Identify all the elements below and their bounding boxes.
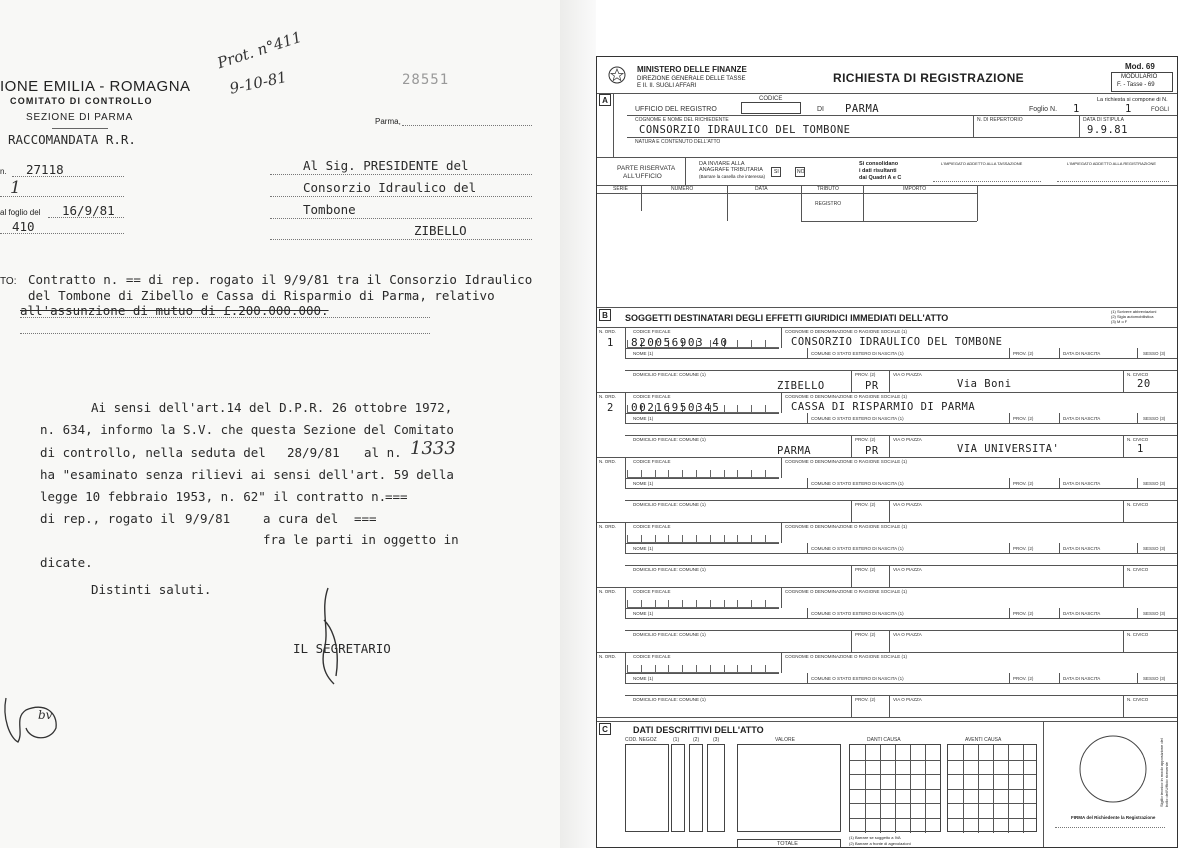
body-line-1: Ai sensi dell'art.14 del D.P.R. 26 ottobre 1972, xyxy=(91,400,453,415)
note-2: (2) Sigla automobilistica xyxy=(1111,314,1154,319)
codice-fiscale-cells[interactable] xyxy=(627,665,779,673)
subject-name: CASSA DI RISPARMIO DI PARMA xyxy=(791,401,976,413)
foot-note-2: (2) Barrare a fronte di agevolazioni xyxy=(849,841,911,846)
subject-row: N. ORD. CODICE FISCALE COGNOME O DENOMINAZIONE O RAGIONE SOCIALE (1) NOME (1) COMUNE O STATO ESTERO DI NASCITA (1) PROV. (2) DATA DI NASCITA SESSO (3) DOMICILIO FISCALE: COMUNE (1) PROV. (2) VIA O PIAZZA N. CIVICO xyxy=(597,458,1178,523)
field-n-label: n. xyxy=(0,167,7,176)
stamp-circle xyxy=(1077,733,1149,805)
cod-negoz-label: COD. NEGOZ xyxy=(625,737,657,743)
oggetto-line-3: all'assunzione di mutuo di £.200.000.000. xyxy=(20,303,329,318)
col-serie: SERIE xyxy=(613,186,629,192)
consolidano-2: i dati risultanti xyxy=(859,168,897,174)
cura-value: === xyxy=(354,511,377,526)
addressee-line-1: Al Sig. PRESIDENTE del xyxy=(303,158,469,173)
body-line-5: legge 10 febbraio 1953, n. 62" il contratto n. xyxy=(40,489,387,504)
body-line-3b: al n. xyxy=(364,445,402,460)
addressee-line-3: Tombone xyxy=(303,202,356,217)
subject-prov: PR xyxy=(865,380,879,392)
field-n-line xyxy=(12,176,124,177)
modulario: MODULARIO xyxy=(1121,74,1158,80)
subject-name: CONSORZIO IDRAULICO DEL TOMBONE xyxy=(791,336,1003,348)
subject-row: N. ORD. CODICE FISCALE COGNOME O DENOMINAZIONE O RAGIONE SOCIALE (1) NOME (1) COMUNE O STATO ESTERO DI NASCITA (1) PROV. (2) DATA DI NASCITA SESSO (3) DOMICILIO FISCALE: COMUNE (1) PROV. (2) VIA O PIAZZA N. CIVICO xyxy=(597,653,1178,718)
subject-civico: 1 xyxy=(1137,443,1144,455)
body-line-8: dicate. xyxy=(40,555,93,570)
anagrafe-label-2: ANAGRAFE TRIBUTARIA xyxy=(699,167,763,173)
header-committee: COMITATO DI CONTROLLO xyxy=(10,96,153,106)
body-line-4: ha "esaminato senza rilievi ai sensi dell'art. 59 della xyxy=(40,467,454,482)
di-label: DI xyxy=(817,106,824,113)
col-numero: NUMERO xyxy=(671,186,694,192)
subject-row: N. ORD. CODICE FISCALE COGNOME O DENOMINAZIONE O RAGIONE SOCIALE (1) NOME (1) COMUNE O STATO ESTERO DI NASCITA (1) PROV. (2) DATA DI NASCITA SESSO (3) DOMICILIO FISCALE: COMUNE (1) PROV. (2) VIA O PIAZZA N. CIVICO 1 820056903 40 CONSORZIO IDRAULICO DEL TOMBONE ZIBELLO PR Via Boni 20 xyxy=(597,328,1178,393)
natura-label: NATURA E CONTENUTO DELL'ATTO xyxy=(635,139,721,145)
stipula-label: DATA DI STIPULA xyxy=(1083,117,1124,123)
foglio-label: Foglio N. xyxy=(1029,106,1058,113)
header-region: IONE EMILIA - ROMAGNA xyxy=(0,78,191,95)
parma-label: Parma, xyxy=(375,117,401,126)
subject-ordinal: 2 xyxy=(607,402,614,414)
subject-row: N. ORD. CODICE FISCALE COGNOME O DENOMINAZIONE O RAGIONE SOCIALE (1) NOME (1) COMUNE O STATO ESTERO DI NASCITA (1) PROV. (2) DATA DI NASCITA SESSO (3) DOMICILIO FISCALE: COMUNE (1) PROV. (2) VIA O PIAZZA N. CIVICO xyxy=(597,588,1178,653)
richiedente-label: COGNOME E NOME DEL RICHIEDENTE xyxy=(635,117,729,123)
section-a-letter: A xyxy=(599,94,611,106)
initials-text: bv xyxy=(38,708,53,722)
codice-boxes xyxy=(741,102,801,114)
subject-comune: ZIBELLO xyxy=(777,380,825,392)
valore-box[interactable] xyxy=(737,744,841,832)
subject-civico: 20 xyxy=(1137,378,1151,390)
page-gutter xyxy=(560,0,596,848)
oggetto-label: TO: xyxy=(0,276,17,287)
addetto-registrazione: L'IMPIEGATO ADDETTO ALLA REGISTRAZIONE xyxy=(1067,161,1157,166)
consolidano-1: Si consolidano xyxy=(859,161,899,167)
foglio-value: 1 xyxy=(1073,103,1080,115)
danti-causa-grid[interactable] xyxy=(849,744,941,832)
subject-via: VIA UNIVERSITA' xyxy=(957,443,1060,455)
field-1-line xyxy=(0,196,124,197)
body-line-7: fra le parti in oggetto in xyxy=(263,532,459,547)
danti-causa-label: DANTI CAUSA xyxy=(867,737,901,743)
addetto-tassazione: L'IMPIEGATO ADDETTO ALLA TASSAZIONE xyxy=(941,161,1023,166)
codice-label: CODICE xyxy=(759,96,783,102)
form-title: RICHIESTA DI REGISTRAZIONE xyxy=(833,71,1025,85)
aventi-causa-label: AVENTI CAUSA xyxy=(965,737,1002,743)
ufficio-label: UFFICIO DEL REGISTRO xyxy=(635,106,717,113)
soggetti-title: SOGGETTI DESTINATARI DEGLI EFFETTI GIURIDICI IMMEDIATI DELL'ATTO xyxy=(625,313,949,323)
header-section: SEZIONE DI PARMA xyxy=(26,112,134,123)
codice-fiscale-cells[interactable] xyxy=(627,600,779,608)
stamp-number: 28551 xyxy=(402,72,450,88)
subject-prov: PR xyxy=(865,445,879,457)
foglio-num-line xyxy=(0,233,124,234)
ufficio-value: PARMA xyxy=(845,103,880,115)
letter-page xyxy=(0,0,560,848)
riservata-label-2: ALL'UFFICIO xyxy=(623,173,662,180)
dati-title: DATI DESCRITTIVI DELL'ATTO xyxy=(633,725,764,735)
foglio-label: al foglio del xyxy=(0,208,41,217)
firma-label: FIRMA del Richiedente la Registrazione xyxy=(1071,815,1156,820)
initials-mark xyxy=(0,688,70,748)
riservata-label-1: PARTE RISERVATA xyxy=(617,165,676,172)
ministry-title: MINISTERO DELLE FINANZE xyxy=(637,65,747,74)
ministry-office: E II. II. SUGLI AFFARI xyxy=(637,83,697,89)
subject-comune: PARMA xyxy=(777,445,812,457)
signature xyxy=(300,580,370,690)
stipula-value: 9.9.81 xyxy=(1087,124,1128,136)
subject-tax-code: 820056903 40 xyxy=(631,336,729,349)
subject-row: N. ORD. CODICE FISCALE COGNOME O DENOMINAZIONE O RAGIONE SOCIALE (1) NOME (1) COMUNE O STATO ESTERO DI NASCITA (1) PROV. (2) DATA DI NASCITA SESSO (3) DOMICILIO FISCALE: COMUNE (1) PROV. (2) VIA O PIAZZA N. CIVICO 2 00216950345 CASSA DI RISPARMIO DI PARMA PARMA PR VIA UNIVERSITA' 1 xyxy=(597,393,1178,458)
section-b-letter: B xyxy=(599,309,611,321)
seduta-number: 1333 xyxy=(410,438,456,459)
field-1-value: 1 xyxy=(10,178,21,198)
foot-note-1: (1) Barrare se soggetto a IVA xyxy=(849,835,901,840)
anagrafe-label-1: DA INVIARE ALLA xyxy=(699,161,745,167)
consolidano-3: dai Quadri A e C xyxy=(859,175,902,181)
oggetto-line-2: del Tombone di Zibello e Cassa di Risparmio di Parma, relativo xyxy=(28,288,495,303)
contratto-number: === xyxy=(385,489,408,504)
row-registro: REGISTRO xyxy=(815,201,842,207)
foglio-num: 410 xyxy=(12,219,35,234)
totale-label: TOTALE xyxy=(777,841,798,847)
handwritten-date: 9-10-81 xyxy=(228,67,289,98)
richiedente-value: CONSORZIO IDRAULICO DEL TOMBONE xyxy=(639,124,851,136)
richiesta-value: 1 xyxy=(1125,103,1132,115)
body-line-2: n. 634, informo la S.V. che questa Sezione del Comitato xyxy=(40,422,454,437)
codice-fiscale-cells[interactable] xyxy=(627,470,779,478)
valore-label: VALORE xyxy=(775,737,795,743)
body-line-6b: a cura del xyxy=(263,511,339,526)
handwritten-protocol: Prot. n°411 xyxy=(215,27,304,73)
cod-negoz-box[interactable] xyxy=(625,744,669,832)
anagrafe-label-3: (Barrare la casella che interessa) xyxy=(699,174,766,179)
raccomandata: RACCOMANDATA R.R. xyxy=(8,132,136,147)
foglio-value: 16/9/81 xyxy=(62,203,115,218)
aventi-causa-grid[interactable] xyxy=(947,744,1037,832)
note-1: (1) Scrivere abbreviazioni xyxy=(1111,309,1157,314)
saluti: Distinti saluti. xyxy=(91,582,212,597)
col-importo: IMPORTO xyxy=(903,186,927,192)
addressee-city: ZIBELLO xyxy=(414,223,467,238)
segretario: IL SEGRETARIO xyxy=(293,641,391,656)
registration-form: MINISTERO DELLE FINANZE DIREZIONE GENERALE DELLE TASSE E II. II. SUGLI AFFARI RICHIESTA DI REGISTRAZIONE Mod. 69 MODULARIO F. - Tasse - 69 A CODICE UFFICIO DEL REGISTRO DI PARMA Foglio N. 1 La richiesta si compone di N. 1 FOGLI COGNOME E NOME DEL RICHIEDENTE N. DI REPERTORIO DATA DI STIPULA CONSORZIO IDRAULICO DEL TOMBONE 9.9.81 NATURA E CONTENUTO DELL'ATTO PARTE RISERVATA ALL'UFFICIO DA INVIARE ALLA ANAGRAFE TRIBUTARIA (Barrare la casella che interessa) SI NO Si consolidano i dati risultanti dai Quadri A e C L'IMPIEGATO ADDETTO ALLA TASSAZIONE L'IMPIEGATO ADDETTO ALLA REGISTRAZIONE SERIE NUMERO DATA TRIBUTO IMPORTO REGISTRO B SOGGETTI DESTINATARI DEGLI EFFETTI GIURIDICI IMMEDIATI DELL'ATTO (1) Scrivere abbreviazioni (2) Sigla automobilistica (3) M o F N. ORD. CODICE FISCALE COGNOME O DENOMINAZIONE O RAGIONE SOCIALE (1) NOME (1) COMUNE O STATO ESTERO DI NASCITA (1) PROV. (2) DATA DI NASCITA SESSO (3) DOMICILIO FISCALE: COMUNE (1) PROV. (2) VIA O PIAZZA N. CIVICO 1 820056903 40 CONSORZIO IDRAULICO DEL TOMBONE ZIBELLO PR Via Boni 20 N. ORD. CODICE FISCALE COGNOME O DENOMINAZIONE O RAGIONE SOCIALE (1) NOME (1) COMUNE O STATO ESTERO DI NASCITA (1) PROV. (2) DATA DI NASCITA SESSO (3) DOMICILIO FISCALE: COMUNE (1) PROV. (2) VIA O PIAZZA N. CIVICO 2 00216950345 CASSA DI RISPARMIO DI PARMA PARMA PR VIA UNIVERSITA' 1 N. ORD. CODICE FISCALE COGNOME O DENOMINAZIONE O RAGIONE SOCIALE (1) NOME (1) COMUNE O STATO ESTERO DI NASCITA (1) PROV. (2) DATA DI NASCITA SESSO (3) DOMICILIO FISCALE: COMUNE (1) PROV. (2) VIA O PIAZZA N. CIVICO N. ORD. CODICE FISCALE COGNOME O DENOMINAZIONE O RAGIONE SOCIALE (1) NOME (1) COMUNE O STATO ESTERO DI NASCITA (1) PROV. (2) DATA DI NASCITA SESSO (3) DOMICILIO FISCALE: COMUNE (1) PROV. (2) VIA O PIAZZA N. CIVICO N. ORD. CODICE FISCALE COGNOME O DENOMINAZIONE O RAGIONE SOCIALE (1) NOME (1) COMUNE O STATO ESTERO DI NASCITA (1) PROV. (2) DATA DI NASCITA SESSO (3) DOMICILIO FISCALE: COMUNE (1) PROV. (2) VIA O PIAZZA N. CIVICO N. ORD. CODICE FISCALE COGNOME O DENOMINAZIONE O RAGIONE SOCIALE (1) NOME (1) COMUNE O STATO ESTERO DI NASCITA (1) PROV. (2) DATA DI NASCITA SESSO (3) DOMICILIO FISCALE: COMUNE (1) PROV. (2) VIA O PIAZZA N. CIVICO C DATI DESCRITTIVI DELL'ATTO COD. NEGOZ (1) (2) (3) VALORE DANTI CAUSA AVENTI CAUSA TOTALE (1) Barrare se soggetto a IVA (2) Barrare a fronte di agevolazioni FIRMA del Richiedente la Registrazione Sigillo tecnico in modo apposizione del bollo dell'Ufficio ricevente xyxy=(596,56,1178,848)
sigillo-note: Sigillo tecnico in modo apposizione del bollo dell'Ufficio ricevente xyxy=(1159,738,1169,807)
mod-number: Mod. 69 xyxy=(1125,62,1155,71)
body-line-6a: di rep., rogato il xyxy=(40,511,176,526)
seduta-date: 28/9/81 xyxy=(287,445,340,460)
parma-line xyxy=(402,125,532,126)
oggetto-line-1: Contratto n. == di rep. rogato il 9/9/81 tra il Consorzio Idraulico xyxy=(28,272,533,287)
section-c-letter: C xyxy=(599,723,611,735)
codice-fiscale-cells[interactable] xyxy=(627,535,779,543)
rogato-date: 9/9/81 xyxy=(185,511,231,526)
fogli-label: FOGLI xyxy=(1151,107,1170,113)
repertorio-label: N. DI REPERTORIO xyxy=(977,117,1023,123)
col-data: DATA xyxy=(755,186,768,192)
addressee-line-2: Consorzio Idraulico del xyxy=(303,180,477,195)
republic-emblem-icon xyxy=(607,65,627,85)
foglio-line xyxy=(48,217,124,218)
field-n-value: 27118 xyxy=(26,162,64,177)
body-line-3a: di controllo, nella seduta del xyxy=(40,445,266,460)
subject-ordinal: 1 xyxy=(607,337,614,349)
col-tributo: TRIBUTO xyxy=(817,186,839,192)
subject-via: Via Boni xyxy=(957,378,1012,390)
richiesta-label: La richiesta si compone di N. xyxy=(1097,97,1168,103)
header-divider xyxy=(52,128,108,129)
subject-tax-code: 00216950345 xyxy=(631,401,721,414)
subject-row: N. ORD. CODICE FISCALE COGNOME O DENOMINAZIONE O RAGIONE SOCIALE (1) NOME (1) COMUNE O STATO ESTERO DI NASCITA (1) PROV. (2) DATA DI NASCITA SESSO (3) DOMICILIO FISCALE: COMUNE (1) PROV. (2) VIA O PIAZZA N. CIVICO xyxy=(597,523,1178,588)
note-3: (3) M o F xyxy=(1111,319,1128,324)
tasse-code: F. - Tasse - 69 xyxy=(1117,82,1155,88)
ministry-directorate: DIREZIONE GENERALE DELLE TASSE xyxy=(637,76,746,82)
